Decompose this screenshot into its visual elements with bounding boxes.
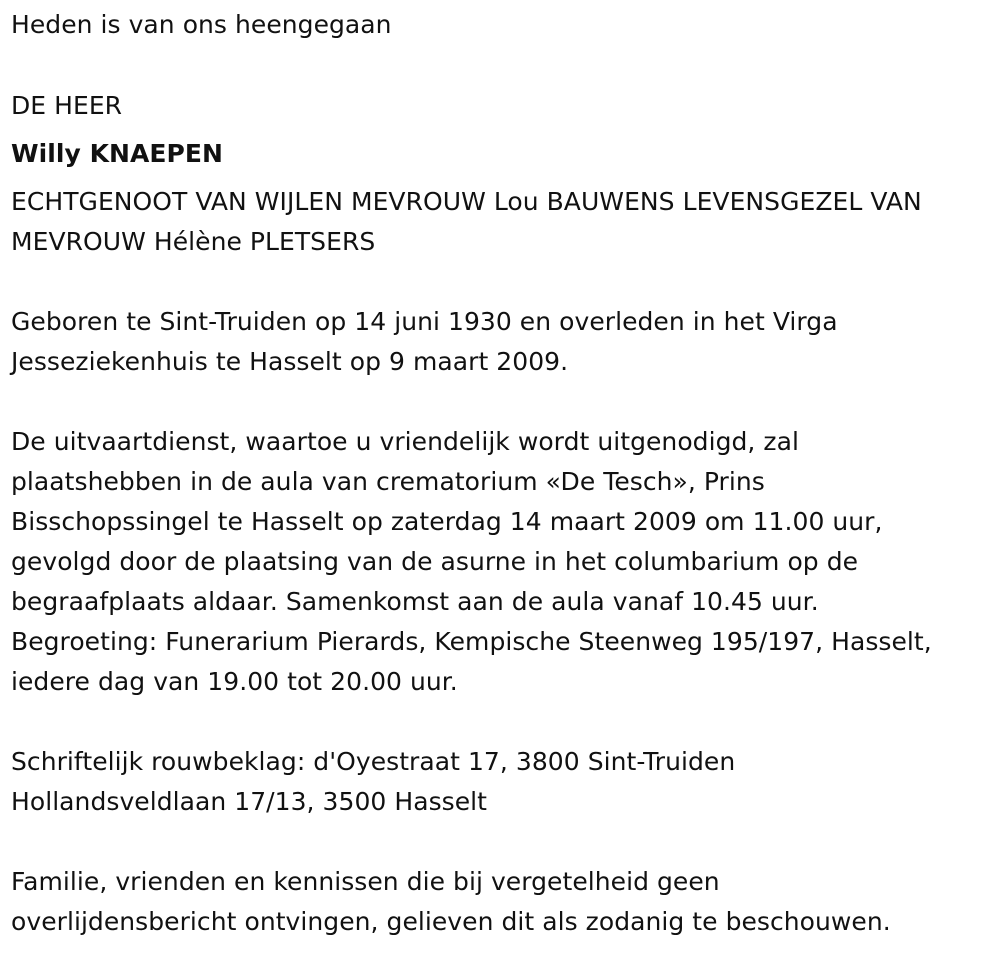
- salutation: DE HEER: [11, 91, 123, 120]
- funeral-line: Begroeting: Funerarium Pierards, Kempische Steenweg 195/197, Hasselt,: [11, 627, 932, 656]
- closing-line: Familie, vrienden en kennissen die bij vergetelheid geen: [11, 867, 720, 896]
- funeral-line: Bisschopssingel te Hasselt op zaterdag 14 maart 2009 om 11.00 uur,: [11, 507, 883, 536]
- birth-death-line: Jesseziekenhuis te Hasselt op 9 maart 2009.: [11, 347, 569, 376]
- funeral-line: begraafplaats aldaar. Samenkomst aan de aula vanaf 10.45 uur.: [11, 587, 819, 616]
- condolences-line: Hollandsveldlaan 17/13, 3500 Hasselt: [11, 787, 488, 816]
- funeral-line: De uitvaartdienst, waartoe u vriendelijk wordt uitgenodigd, zal: [11, 427, 799, 456]
- deceased-name: Willy KNAEPEN: [11, 139, 223, 168]
- relation-line: MEVROUW Hélène PLETSERS: [11, 227, 376, 256]
- closing-line: overlijdensbericht ontvingen, gelieven dit als zodanig te beschouwen.: [11, 907, 891, 936]
- birth-death-line: Geboren te Sint-Truiden op 14 juni 1930 en overleden in het Virga: [11, 307, 838, 336]
- funeral-line: plaatshebben in de aula van crematorium «De Tesch», Prins: [11, 467, 765, 496]
- intro-text: Heden is van ons heengegaan: [11, 10, 392, 39]
- funeral-line: gevolgd door de plaatsing van de asurne in het columbarium op de: [11, 547, 859, 576]
- relation-line: ECHTGENOOT VAN WIJLEN MEVROUW Lou BAUWENS LEVENSGEZEL VAN: [11, 187, 922, 216]
- funeral-line: iedere dag van 19.00 tot 20.00 uur.: [11, 667, 458, 696]
- condolences-line: Schriftelijk rouwbeklag: d'Oyestraat 17, 3800 Sint-Truiden: [11, 747, 736, 776]
